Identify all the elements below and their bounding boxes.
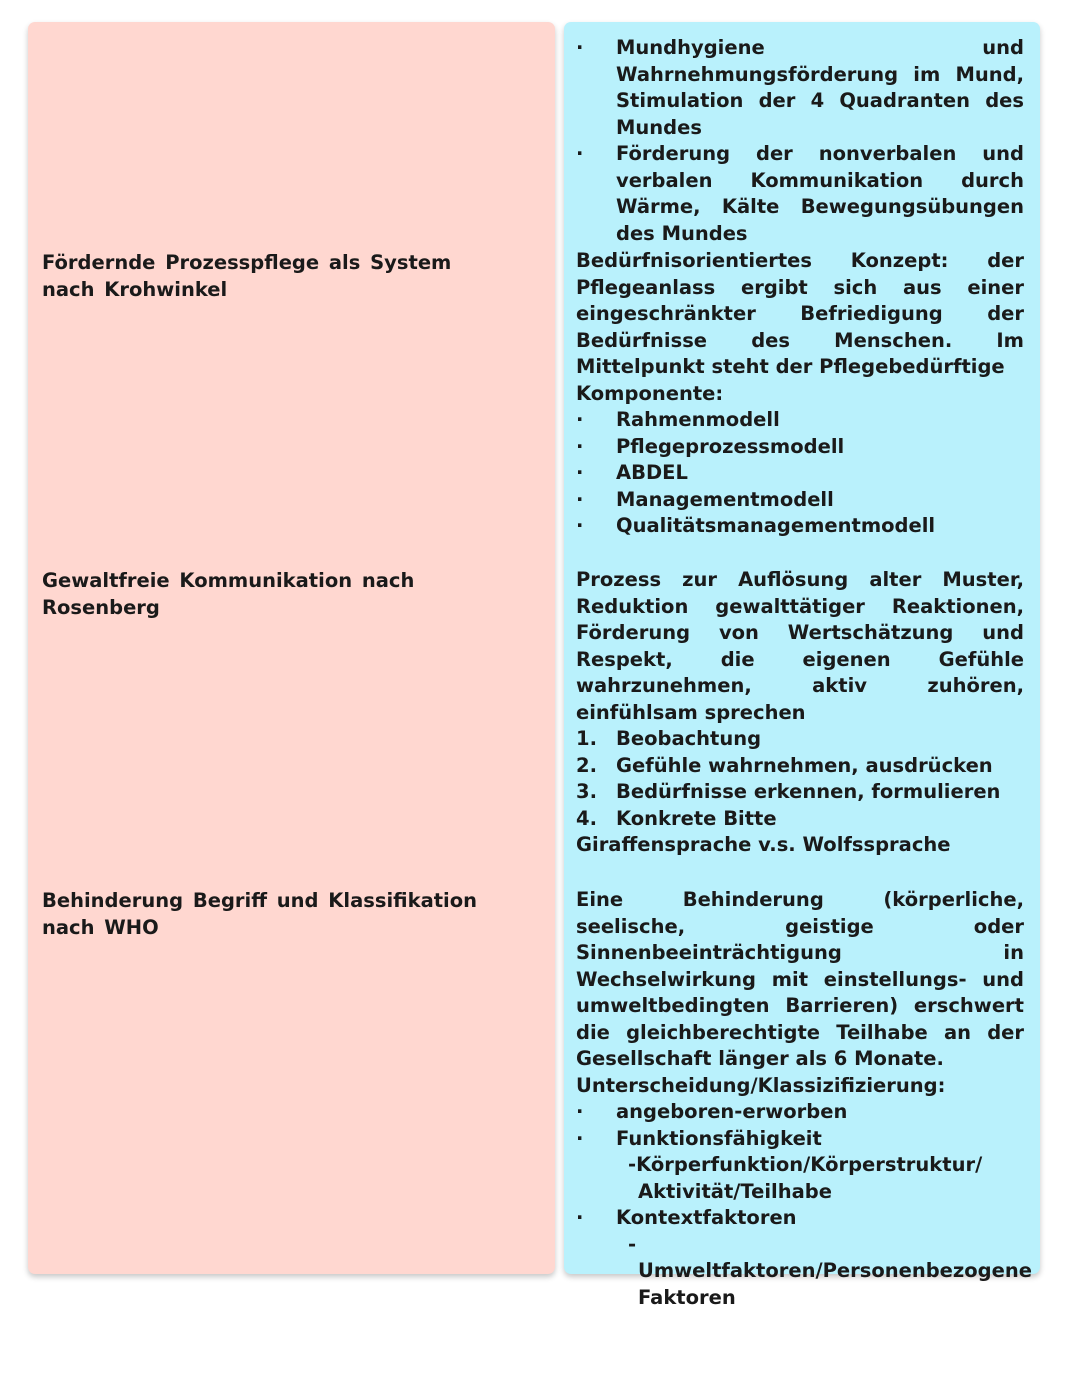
step-number: 1.: [576, 727, 597, 750]
step-number: 2.: [576, 753, 597, 777]
list-item: [576, 434, 1024, 461]
description-rosenberg: [576, 567, 1024, 859]
step-number: 4.: [576, 806, 597, 830]
bullet-text: Pflegeprozessmodell: [616, 434, 845, 458]
list-item: [576, 35, 1024, 141]
bullet-marker: ·: [576, 408, 584, 431]
description-intro: Eine Behinderung (körperliche, seelische, geistige oder Sinnenbeeinträchtigung in Wechselwirkung mit einstellungs- und umweltbedingten Barrieren) erschwert die gleichberechtigte Teilhabe an der Gesellschaft länger als 6 Monate.: [576, 888, 1024, 1070]
bullet-text: Funktionsfähigkeit: [616, 1126, 822, 1150]
description-behinderung-who: [576, 887, 1032, 1311]
term-krohwinkel: Fördernde Prozesspflege als System nach Krohwinkel: [42, 251, 452, 301]
description-krohwinkel: [576, 248, 1024, 540]
description-intro: Bedürfnisorientiertes Konzept: der Pflegeanlass ergibt sich aus einer eingeschränkter Befriedigung der Bedürfnisse des Menschen. Im Mittelpunkt steht der Pflegebedürftige: [576, 249, 1024, 378]
list-item: [576, 753, 1024, 780]
bullet-text: Förderung der nonverbalen und verbalen Kommunikation durch Wärme, Kälte Bewegungsübungen des Mundes: [616, 142, 1024, 245]
bullet-marker: ·: [576, 487, 584, 511]
list-item: [576, 141, 1024, 247]
bullet-marker: ·: [576, 461, 584, 484]
term-rosenberg: Gewaltfreie Kommunikation nach Rosenberg: [42, 569, 415, 619]
term-behinderung-who: Behinderung Begriff und Klassifikation nach WHO: [42, 889, 478, 939]
description-column: [564, 22, 1040, 1309]
bullet-marker: ·: [576, 1126, 584, 1150]
bullet-text: Kontextfaktoren: [616, 1206, 797, 1229]
list-item: [576, 1205, 1024, 1232]
bullet-marker: ·: [576, 1100, 584, 1123]
sub-item: -Körperfunktion/Körperstruktur/ Aktivität/Teilhabe: [628, 1153, 983, 1203]
bullet-text: Managementmodell: [616, 487, 834, 511]
bullet-text: Mundhygiene und Wahrnehmungsförderung im Mund, Stimulation der 4 Quadranten des Mundes: [616, 36, 1024, 139]
bullet-text: Qualitätsmanagementmodell: [616, 514, 936, 537]
list-item: [576, 779, 1024, 806]
description-label: Unterscheidung/Klassizifizierung:: [576, 1073, 946, 1097]
step-text: Gefühle wahrnehmen, ausdrücken: [616, 753, 993, 777]
list-item: [576, 1126, 1024, 1153]
bullet-marker: ·: [576, 36, 584, 59]
bullet-text: Rahmenmodell: [616, 408, 780, 431]
sub-item: -Umweltfaktoren/Personenbezogene Faktoren: [628, 1232, 1032, 1309]
bullet-text: angeboren-erworben: [616, 1100, 848, 1123]
bullet-text: ABDEL: [616, 461, 688, 484]
bullet-marker: ·: [576, 1206, 584, 1229]
list-item: [576, 726, 1024, 753]
description-outro: Giraffensprache v.s. Wolfssprache: [576, 833, 951, 856]
list-item: [576, 1099, 1024, 1126]
step-text: Bedürfnisse erkennen, formulieren: [616, 780, 1001, 803]
description-label: Komponente:: [576, 381, 724, 405]
list-item: [576, 806, 1024, 833]
bullet-marker: ·: [576, 142, 584, 165]
description-mundpflege: [576, 35, 1024, 247]
bullet-marker: ·: [576, 434, 584, 458]
step-number: 3.: [576, 780, 597, 803]
term-column: [28, 22, 555, 1274]
list-item: [576, 487, 1024, 514]
list-item: [576, 513, 1024, 540]
step-text: Konkrete Bitte: [616, 806, 777, 830]
list-item: [576, 460, 1024, 487]
bullet-marker: ·: [576, 514, 584, 537]
description-intro: Prozess zur Auflösung alter Muster, Reduktion gewalttätiger Reaktionen, Förderung von Wertschätzung und Respekt, die eigenen Gefühle wahrzunehmen, aktiv zuhören, einfühlsam sprechen: [576, 568, 1024, 724]
step-text: Beobachtung: [616, 727, 762, 750]
list-item: [576, 407, 1024, 434]
